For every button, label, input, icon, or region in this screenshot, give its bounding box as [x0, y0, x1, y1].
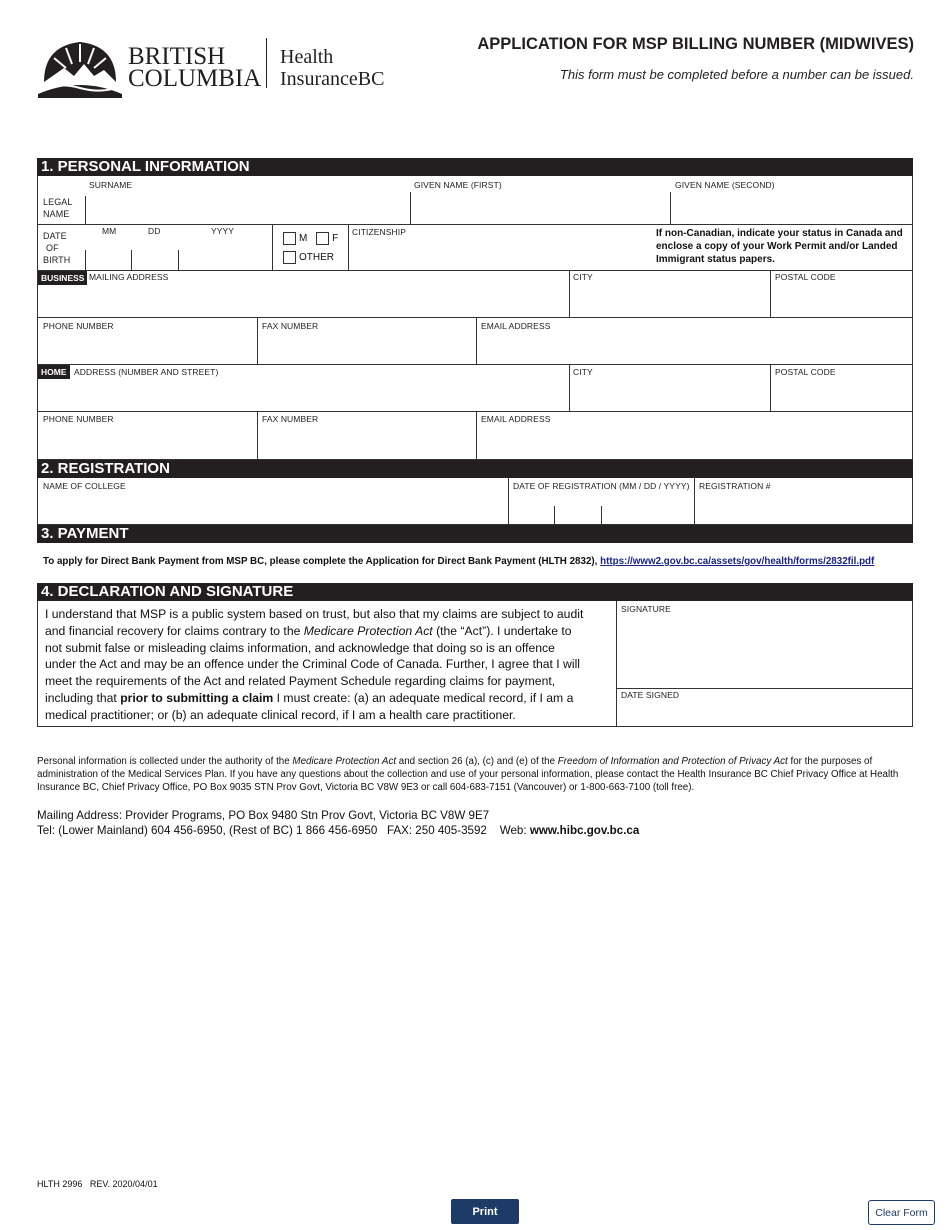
- given-name-second-input[interactable]: [670, 192, 913, 224]
- business-fax-label: FAX NUMBER: [262, 321, 319, 331]
- date-signed-input[interactable]: [619, 702, 910, 724]
- section-registration-header: 2. REGISTRATION: [37, 460, 913, 478]
- dob-label-date: DATE: [43, 231, 67, 241]
- given-name-second-label: GIVEN NAME (SECOND): [675, 180, 775, 190]
- website: www.hibc.gov.bc.ca: [529, 824, 640, 837]
- business-mailing-address-label: MAILING ADDRESS: [89, 272, 169, 282]
- surname-label: SURNAME: [89, 180, 133, 190]
- declaration-text: [45, 606, 585, 724]
- business-tag: BUSINESS: [38, 271, 87, 285]
- form-code: HLTH 2996 REV. 2020/04/01: [37, 1179, 158, 1189]
- given-name-first-label: GIVEN NAME (FIRST): [414, 180, 502, 190]
- home-postal-code-label: POSTAL CODE: [775, 367, 836, 377]
- legal-label: LEGAL: [43, 197, 73, 207]
- dob-mm-label: MM: [102, 226, 117, 236]
- declaration-act-name: Medicare Protection Act: [303, 623, 433, 638]
- section-payment-header: 3. PAYMENT: [37, 525, 913, 543]
- registration-date-label: DATE OF REGISTRATION (MM / DD / YYYY): [513, 481, 690, 491]
- logo-line-1: BRITISH: [128, 43, 226, 70]
- business-fax-input[interactable]: [260, 334, 473, 362]
- home-address-input[interactable]: [40, 380, 565, 409]
- section-personal-info-header: 1. PERSONAL INFORMATION: [37, 158, 913, 176]
- mailing-address: Mailing Address: Provider Programs, PO Box 9480 Stn Prov Govt, Victoria BC V8W 9E7: [37, 809, 490, 822]
- home-city-input[interactable]: [572, 380, 767, 409]
- business-postal-code-input[interactable]: [773, 286, 910, 315]
- business-phone-label: PHONE NUMBER: [43, 321, 114, 331]
- home-phone-label: PHONE NUMBER: [43, 414, 114, 424]
- org-line-2: InsuranceBC: [280, 68, 385, 90]
- bc-logo: [36, 36, 266, 98]
- home-email-label: EMAIL ADDRESS: [481, 414, 551, 424]
- business-city-label: CITY: [573, 272, 593, 282]
- home-fax-label: FAX NUMBER: [262, 414, 319, 424]
- business-email-label: EMAIL ADDRESS: [481, 321, 551, 331]
- home-tag: HOME: [38, 365, 70, 379]
- section-declaration-header: 4. DECLARATION AND SIGNATURE: [37, 583, 913, 601]
- sex-female-label: F: [332, 233, 339, 245]
- home-email-input[interactable]: [479, 427, 910, 457]
- business-phone-input[interactable]: [40, 334, 254, 362]
- payment-text-body: To apply for Direct Bank Payment from MSP BC, please complete the Application for Direct Bank Payment (HLTH 2832),: [43, 556, 601, 567]
- college-name-label: NAME OF COLLEGE: [43, 481, 126, 491]
- privacy-text-part-3: for the purposes of administration of the Medical Services Plan. If you have any questions about the collection and use of your personal information, please contact the Health Insurance BC Chief Privacy Office at Health Insurance BC, Chief Privacy Office, PO Box 9035 STN Prov Govt, Victoria BC V8W 9E3 or call 604-683-7151 (Vancouver) or 1-800-663-7100 (toll free).: [37, 756, 899, 793]
- registration-date-yyyy-input[interactable]: [602, 506, 694, 525]
- logo-divider: [266, 38, 267, 88]
- home-fax-input[interactable]: [260, 427, 473, 457]
- home-postal-code-input[interactable]: [773, 380, 910, 409]
- signature-input[interactable]: [619, 616, 910, 686]
- non-canadian-note: If non-Canadian, indicate your status in Canada and enclose a copy of your Work Permit and/or Landed Immigrant status papers.: [656, 228, 903, 265]
- privacy-text-part-1: Personal information is collected under the authority of the: [37, 756, 293, 767]
- registration-number-label: REGISTRATION #: [699, 481, 771, 491]
- clear-form-button[interactable]: Clear Form: [868, 1200, 935, 1225]
- sex-female-checkbox[interactable]: [316, 232, 329, 245]
- print-button[interactable]: Print: [451, 1199, 519, 1224]
- registration-number-input[interactable]: [697, 494, 910, 523]
- business-postal-code-label: POSTAL CODE: [775, 272, 836, 282]
- dob-dd-label: DD: [148, 226, 161, 236]
- name-label: NAME: [43, 209, 70, 219]
- form-subtitle: This form must be completed before a number can be issued.: [559, 67, 914, 82]
- registration-date-dd-input[interactable]: [555, 506, 600, 525]
- declaration-bold-phrase: prior to submitting a claim: [120, 690, 274, 705]
- form-title: APPLICATION FOR MSP BILLING NUMBER (MIDWIVES): [477, 35, 914, 53]
- citizenship-label: CITIZENSHIP: [352, 227, 406, 237]
- home-city-label: CITY: [573, 367, 593, 377]
- citizenship-input[interactable]: [352, 238, 647, 268]
- contact-line: [37, 824, 639, 837]
- sex-male-checkbox[interactable]: [283, 232, 296, 245]
- dob-label-birth: BIRTH: [43, 255, 71, 265]
- privacy-act-2: Freedom of Information and Protection of Privacy Act: [557, 756, 788, 767]
- privacy-act-1: Medicare Protection Act: [292, 756, 397, 767]
- privacy-notice: [37, 755, 917, 794]
- declaration-text-part-1: I understand that MSP is a public system based on trust, but also that my claims are subject to audit and financial recovery for claims contrary to the: [45, 607, 584, 638]
- sex-male-label: M: [299, 233, 308, 245]
- business-city-input[interactable]: [572, 286, 767, 315]
- declaration-text-part-2: (the “Act”). I undertake to not submit false or misleading claims information, and acknowledge that doing so is an offence under the Act and may be an offence under the Criminal Code of Canada. Further, I agree that I will meet the requirements of the Act and related Payment Schedule regarding claims for payment, including that: [45, 623, 580, 705]
- org-line-1: Health: [280, 46, 334, 68]
- given-name-first-input[interactable]: [410, 192, 671, 224]
- business-email-input[interactable]: [479, 334, 910, 362]
- privacy-text-part-2: and section 26 (a), (c) and (e) of the: [396, 756, 558, 767]
- registration-date-mm-input[interactable]: [509, 506, 554, 525]
- dob-dd-input[interactable]: [131, 250, 179, 270]
- college-name-input[interactable]: [40, 494, 504, 523]
- dob-label-of: OF: [46, 243, 59, 253]
- dob-yyyy-input[interactable]: [178, 250, 273, 270]
- direct-bank-payment-link[interactable]: https://www2.gov.bc.ca/assets/gov/health/forms/2832fil.pdf: [600, 556, 875, 567]
- contact-tel-fax: Tel: (Lower Mainland) 604 456-6950, (Rest of BC) 1 866 456-6950 FAX: 250 405-3592 Web:: [37, 824, 530, 837]
- logo-line-2: COLUMBIA: [128, 65, 262, 92]
- surname-input[interactable]: [85, 196, 411, 224]
- home-phone-input[interactable]: [40, 427, 254, 457]
- payment-text: [43, 556, 874, 567]
- signature-label: SIGNATURE: [621, 604, 671, 614]
- home-address-label: ADDRESS (NUMBER AND STREET): [74, 367, 219, 377]
- business-mailing-address-input[interactable]: [40, 286, 565, 315]
- dob-yyyy-label: YYYY: [211, 226, 235, 236]
- date-signed-label: DATE SIGNED: [621, 690, 680, 700]
- sex-other-checkbox[interactable]: [283, 251, 296, 264]
- dob-mm-input[interactable]: [85, 250, 132, 270]
- sex-other-label: OTHER: [299, 252, 334, 264]
- declaration-text-part-3: I must create: (a) an adequate medical record, if I am a medical practitioner; or (b) an adequate clinical record, if I am a health care practitioner.: [45, 690, 574, 722]
- sun-mountain-icon: [36, 36, 124, 98]
